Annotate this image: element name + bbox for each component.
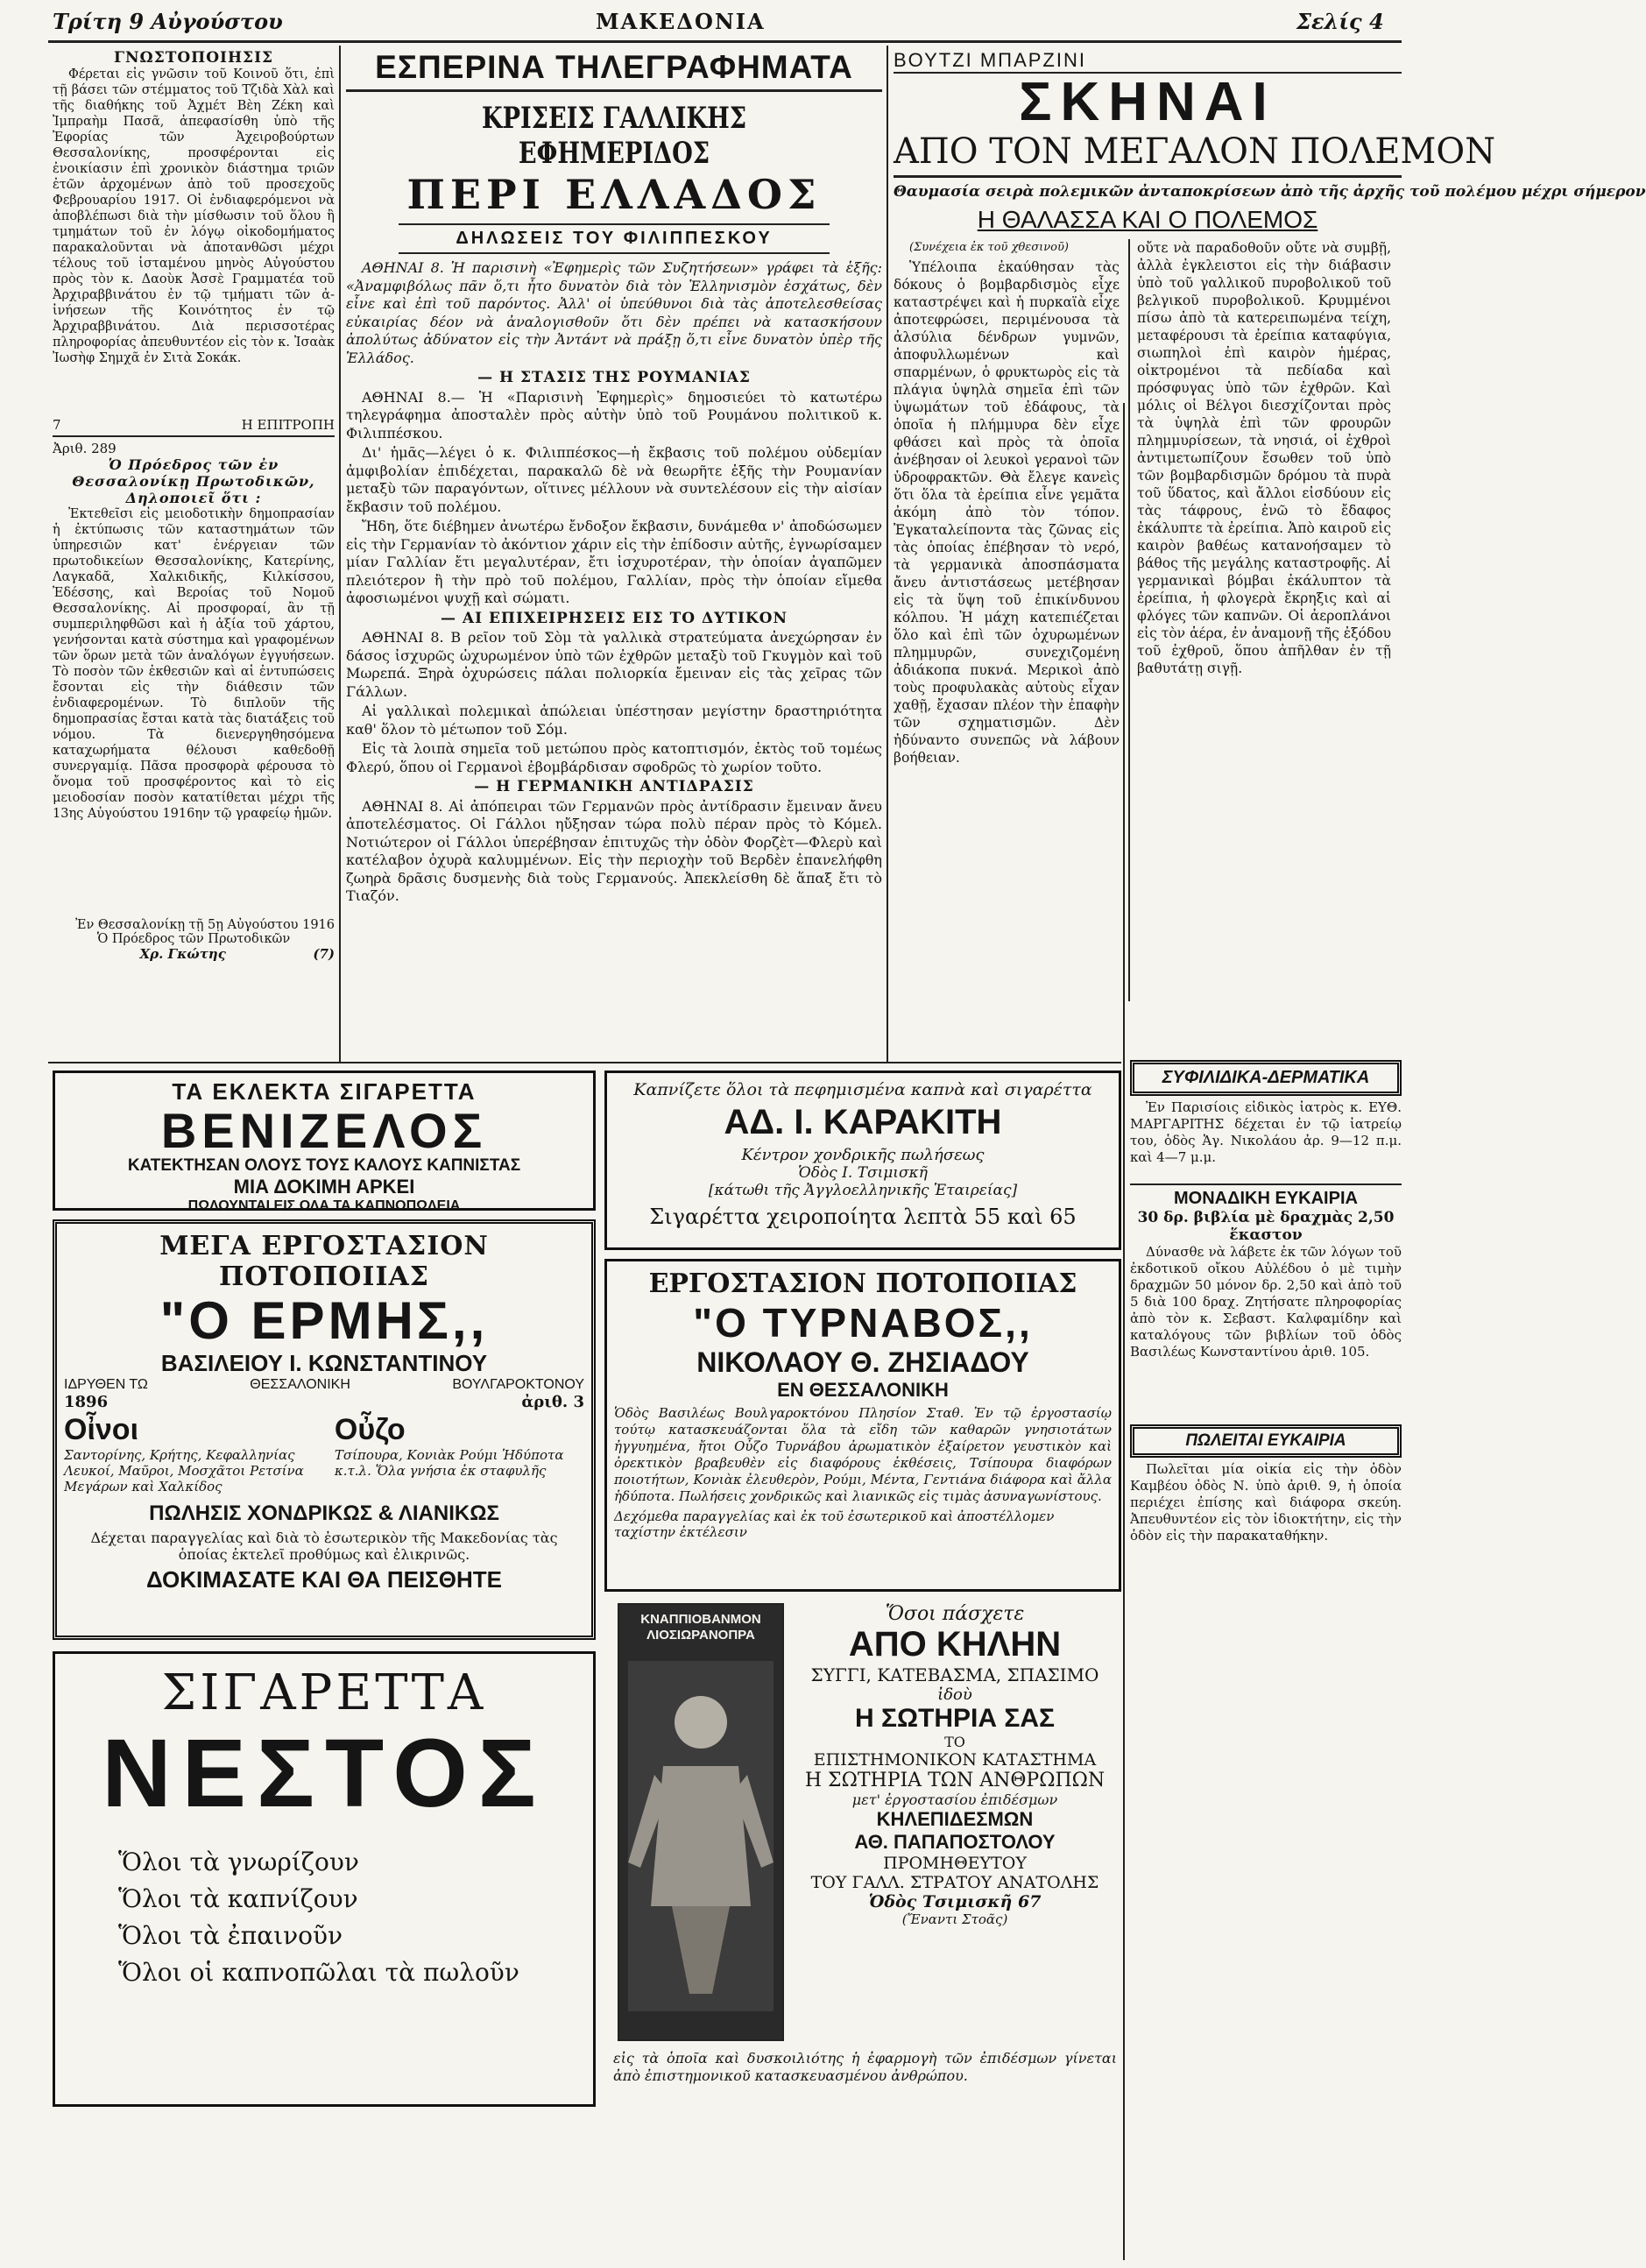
ad-tyrnavos-brand: "Ο ΤΥΡΝΑΒΟΣ,, <box>693 1300 1033 1346</box>
ad-nestos-l4: Ὅλοι οἱ καπνοπῶλαι τὰ πωλοῦν <box>118 1958 519 1987</box>
serial-subtitle: ΑΠΟ ΤΟΝ ΜΕΓΑΛΟΝ ΠΟΛΕΜΟΝ <box>894 131 1402 178</box>
ad-venizelos-line1: ΤΑ ΕΚΛΕΚΤΑ ΣΙΓΑΡΕΤΤΑ <box>172 1078 477 1105</box>
classified-title: ΣΥΦΙΛΙΔΙΚΑ-ΔΕΡΜΑΤΙΚΑ <box>1130 1060 1402 1096</box>
ad-cholera-line2: ΑΠΟ ΚΗΛΗΝ <box>848 1625 1062 1664</box>
ad-cholera-line9: μετ' ἐργοστασίου ἐπιδέσμων <box>851 1791 1058 1808</box>
ad-tyrnavos <box>604 1259 1121 1592</box>
notice2-num2: (7) <box>313 946 335 962</box>
classified-title3: ΠΩΛΕΙΤΑΙ ΕΥΚΑΙΡΙΑ <box>1130 1424 1402 1458</box>
telegram-p8: ΑΘΗΝΑΙ 8. Αἱ ἀπόπειραι τῶν Γερμανῶν πρὸς ἀντίδρασιν ἔμειναν ἄνευ ἀποτελέσματος. Οἱ Γάλλοι ηὔξησαν τώρα πολὺ πέραν πρὸς τὸ Κόμελ. Νοτιώτερον οἱ Γάλλοι ὑπερέβησαν ἐπιτυχῶς τὴν ὁδὸν Φορζὲτ—Φλερὺ καὶ κατέλαβον ὀχυρὰ καλυμμένων. Εἰς τὴν περιοχὴν τοῦ Βερδὲν ἐπανελήφθη ζωηρὰ δρᾶσις δυσμενὴς διὰ τοὺς Γερμανούς. Ἀπεκλείσθη δὲ ἅπαξ ἔτι τὸ Τιαζόν. <box>346 797 882 904</box>
ad-cholera <box>793 1603 1117 2041</box>
classified-text-p: Ἐν Παρισίοις εἰδικὸς ἰατρὸς κ. ΕΥΘ. ΜΑΡΓΑΡΙΤΗΣ δέχεται ἐν τῷ ἰατρείῳ του, ὁδὸς Ἁγ. Νικολάου ἀρ. 9—12 π.μ. καὶ 4—7 μ.μ. <box>1130 1099 1402 1165</box>
ad-karakitis-line2: Κέντρον χονδρικῆς πωλήσεως <box>741 1146 985 1164</box>
serial-blurb: Θαυμασία σειρὰ πολεμικῶν ἀνταποκρίσεων ἀπὸ τῆς ἀρχῆς τοῦ πολέμου μέχρι σήμερον <box>894 183 1646 201</box>
ad-karakitis-line1: Καπνίζετε ὅλοι τὰ πεφημισμένα καπνὰ καὶ σιγαρέττα <box>633 1080 1092 1099</box>
telegram-p6: Αἱ γαλλικαὶ πολεμικαὶ ἀπώλειαι ὑπέστησαν μεγίστην δραστηριότητα καθ' ὅλον τὸ μέτωπον τοῦ Σόμ. <box>346 703 882 738</box>
serial-col2 <box>1128 239 1391 1001</box>
ad-ermis-num: ἀριθ. 3 <box>521 1393 584 1411</box>
ad-poster-text <box>619 1605 782 1643</box>
telegram-p3: Δι' ἡμᾶς—λέγει ὁ κ. Φιλιππέσκος—ἡ ἔκβασις τοῦ πολέμου οὐδεμίαν ἀμφιβολίαν ἐπιδέχεται, παρακαλῶ δὲ νὰ θεωρῆτε ἐξῆς τὴν Ρουμανίαν μεταξὺ τῶν παραγόντων, οἵτινες μέλλουν νὰ συντελέσουν εἰς τὴν αἰσίαν ἔκβασιν τοῦ πολέμου. <box>346 444 882 515</box>
classifieds-column <box>1130 1060 1402 2260</box>
ad-tyrnavos-owner: ΝΙΚΟΛΑΟΥ Θ. ΖΗΣΙΑΔΟΥ <box>696 1346 1029 1378</box>
telegram-p5: ΑΘΗΝΑΙ 8. Β ρεῖον τοῦ Σὸμ τὰ γαλλικὰ στρατεύματα ἀνεχώρησαν ἐν δάσος ἰσχυρῶς ὠχυρωμένον ὑπὸ τῶν ἐχθρῶν μεταξὺ τοῦ Γκυγμὸν καὶ τοῦ Μωρεπά. Ξηρὰ ὀχυρώσεις πάλαι πολιορκία ἔμειναν εἰς τὰς χεῖρας τῶν Γάλλων. <box>346 629 882 700</box>
telegrams-headline1: ΚΡΙΣΕΙΣ ΓΑΛΛΙΚΗΣ ΕΦΗΜΕΡΙΔΟΣ <box>481 101 747 171</box>
notice-column <box>53 49 335 1056</box>
ad-cholera-line6: ΤΟ <box>944 1734 965 1750</box>
ad-ermis-brand: "Ο ΕΡΜΗΣ,, <box>159 1291 489 1350</box>
classified-text2 <box>1130 1244 1402 1419</box>
header-rule <box>48 40 1402 43</box>
ad-ermis-year: 1896 <box>64 1393 109 1411</box>
notice2-sign <box>53 946 335 962</box>
ad-ermis-line2: ΠΩΛΗΣΙΣ ΧΟΝΔΡΙΚΩΣ & ΛΙΑΝΙΚΩΣ <box>149 1501 499 1525</box>
ad-cholera-line4: ἰδοὺ <box>937 1685 972 1704</box>
serial-section: Η ΘΑΛΑΣΣΑ ΚΑΙ Ο ΠΟΛΕΜΟΣ <box>977 206 1318 233</box>
masthead: ΜΑΚΕΔΟΝΙΑ <box>596 9 766 34</box>
telegrams-headline3: ΔΗΛΩΣΕΙΣ ΤΟΥ ΦΙΛΙΠΠΕΣΚΟΥ <box>399 223 830 254</box>
ad-ermis-meta <box>64 1377 584 1393</box>
column-divider <box>339 46 341 1062</box>
notice-num: 7 <box>53 417 61 433</box>
ad-cholera-line11: ΑΘ. ΠΑΠΑΠΟΣΤΟΛΟΥ <box>854 1831 1056 1853</box>
ad-venizelos-line2: ΚΑΤΕΚΤΗΣΑΝ ΟΛΟΥΣ ΤΟΥΣ ΚΑΛΟΥΣ ΚΑΠΝΙΣΤΑΣ <box>127 1156 521 1175</box>
ad-karakitis-line3: Ὁδὸς Ι. Τσιμισκῆ <box>798 1164 928 1182</box>
ad-venizelos <box>53 1070 596 1211</box>
ad-ermis-owner: ΒΑΣΙΛΕΙΟΥ Ι. ΚΩΝΣΤΑΝΤΙΝΟΥ <box>160 1350 488 1376</box>
ad-karakitis-brand: ΑΔ. Ι. ΚΑΡΑΚΙΤΗ <box>724 1103 1002 1141</box>
serial-col1 <box>894 239 1120 1001</box>
classified-price: 30 δρ. βιβλία μὲ δραχμὰς 2,50 ἕκαστον <box>1137 1209 1395 1244</box>
ad-ermis-line1: ΜΕΓΑ ΕΡΓΟΣΤΑΣΙΟΝ ΠΟΤΟΠΟΙΙΑΣ <box>159 1231 489 1292</box>
classified-text <box>1130 1099 1402 1178</box>
ad-ermis-products <box>64 1413 584 1494</box>
classified-title2: ΜΟΝΑΔΙΚΗ ΕΥΚΑΙΡΙΑ <box>1130 1183 1402 1209</box>
ad-ermis-line3: Δέχεται παραγγελίας καὶ διὰ τὸ ἐσωτερικὸν τῆς Μακεδονίας τὰς ὁποίας ἐκτελεῖ προθύμως καὶ ἐλικρινῶς. <box>90 1530 558 1563</box>
ad-cholera-line10: ΚΗΛΕΠΙΔΕΣΜΩΝ <box>876 1808 1034 1830</box>
serial-col1-text: Ὑπέλοιπα ἐκαύθησαν τὰς δόκους ὁ βομβαρδισμὸς εἶχε καταστρέψει καὶ ἡ πυρκαϊὰ εἶχε ἀποτεφρώσει, περιμένουσα τὰ ἀλσύλια δένδρων γυμνῶν, ἀποφυλλωμένων καὶ σπαρμένων, ὁ φρυκτωρὸς εἰς τὰ πλάγια ὑψηλὰ σημεῖα ἐπὶ τῶν ὑψωμάτων τοῦ ἐδάφους, τὰ ὁποῖα ἡ πλήμμυρα δὲν εἶχε φθάσει καὶ πρὸς τὰ ὁποῖα ἀνέβησαν οἱ λευκοὶ γερανοὶ τῶν ὑδροφρακτῶν. Θὰ ἔλεγε κανεὶς ὅτι ὅλα τὰ ἐρείπια εἶνε γεμᾶτα ἀκόμη ἀπὸ τὸν τόπον. Ἐγκαταλείποντα τὰς ζῶνας εἰς τὰς ὁποίας ἐπέβησαν τὸ νερό, τὰ γερμανικὰ ἀποσπάσματα ἄνευ ἀντιστάσεως μετέβησαν εἰς τὰ ὕψη τοῦ ἐπικίνδυνου κόλπου. Ἡ μάχη κατεπιέζεται ὅλο καὶ ἐπὶ τῶν ὀχυρωμένων πλημμυρῶν, συνεχιζομένη ἀδιάκοπα πυκνά. Μερικοὶ ἀπὸ τοὺς προφυλακὰς αὐτοὺς εἶχαν χαθῇ, ἔχασαν πλέον τὴν ἐπαφὴν τῶν σχηματισμῶν. Δὲν ἠδύναντο συνεπῶς νὰ λάβουν βοήθειαν. <box>894 259 1120 766</box>
ad-ermis-ouzo-text: Τσίπουρα, Κονιὰκ Ρούμι Ἡδύποτα κ.τ.λ. Ὅλα γνήσια ἐκ σταφυλῆς <box>334 1447 564 1479</box>
serial-kicker: ΒΟΥΤΖΙ ΜΠΑΡΖΙΝΙ <box>894 49 1402 74</box>
telegram-p4: Ἤδη, ὅτε διέβημεν ἀνωτέρω ἔνδοξον ἔκβασιν, δυνάμεθα ν' ἀποδώσωμεν εἰς τὴν Γερμανίαν τὸ ἀκόντιον χάριν εἰς τὴν ἐπίδοσιν αὐτῆς, ἐγνωρίσαμεν μίαν Γαλλίαν ἔτι μεγαλυτέραν, ἔτι ἰσχυροτέραν, τὴν ὁποίαν ἀγαπῶμεν πλειότερον ἢ τὴν πρὸ τοῦ πολέμου, Γαλλίαν, πρὸς τὴν ὁποίαν εἴμεθα ἀφοσιωμένοι ψυχῇ καὶ σώματι. <box>346 518 882 606</box>
serial-col2-text: οὔτε νὰ παραδοθοῦν οὔτε νὰ συμβῇ, ἀλλὰ ἐγκλειστοι εἰς τὴν διάβασιν ὑπὸ τοῦ γαλλικοῦ πυροβολικοῦ τοῦ βελγικοῦ πυροβολικοῦ. Κρυμμένοι πίσω ἀπὸ τὰ κατερειπωμένα τείχη, μεταφέρουσι τὰ ἐρείπια καταφύγια, σιωπηλοὶ ἐπὶ καιρὸν ἡμέρας, οἰκτρομένοι τὰ πεδίαδα καὶ πρόσφυγας ὑπὸ τῶν ἐχθρῶν. Καὶ μόλις οἱ Βέλγοι διεσχίζονται πρὸς τὰ ὑψηλὰ ἐπὶ τῶν φρουρῶν πλημμυρίσεων, τὰ νησιά, οἱ ἐχθροὶ ἀντιμετωπίζουν ἔσωθεν τοῦ ὑπὸ τῶν βομβαρδισμῶν δρόμου τὰ πυρὰ τοῦ ὕδατος, καὶ ἄλλοι εἰσδύουν εἰς τὰς τάφρους, ἐνῶ τὸ ἔδαφος ἐκάλυπτε τὰ ἐρείπια. Ἀπὸ καιροῦ εἰς καιρὸν βαθέως κατανοήσαμεν τὸ βάθος τῆς μεγάλης καταστροφῆς. Αἱ γερμανικαὶ βόμβαι ἐκάλυπτον τὰ ἐρείπια, ἡ φλογερὰ ἔκρηξις καὶ αἱ φλόγες τῶν καπνῶν. Οἱ ἀεροπλάνοι εἰς τὸν ἀέρα, ἐν ἀναμονῇ τῆς ἐξόδου τοῦ ἐχθροῦ, ὅπου ἀπῆλθαν ἐν τῇ βαθυτάτῃ σιγῇ. <box>1137 240 1391 676</box>
telegram-sub3: — Η ΓΕΡΜΑΝΙΚΗ ΑΝΤΙΔΡΑΣΙΣ <box>474 778 754 795</box>
telegram-p7: Εἰς τὰ λοιπὰ σημεῖα τοῦ μετώπου πρὸς κατοπτισμόν, ἐκτὸς τοῦ τομέως Φλερύ, ὅπου οἱ Γερμανοὶ ἐβομβάρδισαν σφοδρῶς τὸ χωρίον τοῦτο. <box>346 740 882 775</box>
notice2-num: Ἀριθ. 289 <box>53 441 117 456</box>
notice2-text: Ἐκτεθεῖσι εἰς μειοδοτικὴν δημοπρασίαν ἡ ἐκτύπωσις τῶν καταστημάτων τῶν ὑπηρεσιῶν κατ' ἐνέργειαν τῶν πρωτοδικείων Θεσσαλονίκης, Κατερίνης, Λαγκαδᾶ, Χαλκιδικῆς, Κιλκίσσου, Ἐδέσσης, καὶ Βεροίας τοῦ Νομοῦ Θεσσαλονίκης. Αἱ προσφοραί, ἂν τῇ συμπεριληφθῶσι καὶ ἡ ἀξία τοῦ χάρτου, γενήσονται κατὰ σύστημα καὶ γραφομένων τῶν ὅρων μετὰ τῶν ἀναλόγων ἐγγυήσεων. Τὸ ποσὸν τῶν ἐκθεσιῶν καὶ αἱ ἐντυπώσεις ἔσονται εἰς τὴν διάθεσιν τῶν ἐνδιαφερομένων. Τὸ διπλοῦν τῆς δημοπρασίας ἔσται κατὰ τὰς διατάξεις τοῦ νόμου. Τὰ διενεργηθησόμενα καταχωρήματα θέλουσι καθεδοθῇ συνεργαμίᾳ. Πᾶσα προσφορὰ φέρουσα τὸ ὄνομα τοῦ προσφέροντος καὶ τὸ εἰς μειοδοσίαν ποσὸν κατατίθεται μέχρι τῆς 13ης Αὐγούστου 1916ην τῷ γραφείῳ ἡμῶν. <box>53 507 335 821</box>
telegrams-column <box>346 49 882 1056</box>
notice2-name: Χρ. Γκώτης <box>139 946 226 962</box>
ad-tyrnavos-line2: Δεχόμεθα παραγγελίας καὶ ἐκ τοῦ ἐσωτερικοῦ καὶ ἀποστέλλομεν ταχίστην ἐκτέλεσιν <box>614 1508 1055 1540</box>
telegrams-section-title: ΕΣΠΕΡΙΝΑ ΤΗΛΕΓΡΑΦΗΜΑΤΑ <box>346 49 882 92</box>
ad-venizelos-brand: ΒΕΝΙΖΕΛΟΣ <box>160 1103 488 1158</box>
telegram-sub2: — ΑΙ ΕΠΙΧΕΙΡΗΣΕΙΣ ΕΙΣ ΤΟ ΔΥΤΙΚΟΝ <box>440 609 788 627</box>
ad-nestos-lines <box>66 1844 583 1991</box>
ad-cholera-line3: ΣΥΓΓΙ, ΚΑΤΕΒΑΣΜΑ, ΣΠΑΣΙΜΟ <box>810 1664 1099 1685</box>
ad-cholera-line1: Ὅσοι πάσχετε <box>885 1603 1025 1625</box>
ad-cholera-line15: (Ἔναντι Στοᾶς) <box>901 1911 1008 1927</box>
ad-ermis-street: ΒΟΥΛΓΑΡΟΚΤΟΝΟΥ <box>452 1377 584 1392</box>
telegram-sub1: — Η ΣΤΑΣΙΣ ΤΗΣ ΡΟΥΜΑΝΙΑΣ <box>477 369 751 386</box>
ad-ermis <box>53 1219 596 1640</box>
ad-cholera-line12: ΠΡΟΜΗΘΕΥΤΟΥ <box>883 1854 1027 1873</box>
notice2-title: Ὁ Πρόεδρος τῶν ἐν Θεσσαλονίκῃ Πρωτοδικῶν, <box>72 456 315 490</box>
serial-body <box>894 239 1402 1001</box>
notice-signature: Η ΕΠΙΤΡΟΠΗ <box>241 417 335 433</box>
ad-cholera-line16: εἰς τὰ ὁποῖα καὶ δυσκοιλιότης ἡ ἐφαρμογὴ τῶν ἐπιδέσμων γίνεται ἀπὸ ἐπιστημονικοῦ κατασκευασμένου ἀνθρώπου. <box>613 2050 1117 2084</box>
ad-ermis-wine: Οἶνοι <box>64 1413 139 1446</box>
notice2-role: Ὁ Πρόεδρος τῶν Πρωτοδικῶν <box>96 932 291 946</box>
telegrams-headline2: ΠΕΡΙ ΕΛΛΑΔΟΣ <box>406 171 822 218</box>
ad-ermis-wine-text: Σαντορίνης, Κρήτης, Κεφαλληνίας Λευκοί, Μαῦροι, Μοσχᾶτοι Ρετσίνα Μεγάρων καὶ Χαλκίδος <box>64 1447 304 1494</box>
ad-venizelos-line3: ΜΙΑ ΔΟΚΙΜΗ ΑΡΚΕΙ <box>233 1176 415 1198</box>
serial-cont: (Συνέχεια ἐκ τοῦ χθεσινοῦ) <box>909 241 1069 254</box>
section-divider <box>48 1062 1121 1063</box>
telegrams-body <box>346 259 882 1039</box>
notice2-body <box>53 506 335 918</box>
ad-poster-l2: ΛΙΟΣΙΩΡΑΝΟΠΡΑ <box>646 1628 755 1643</box>
poster-figure-icon <box>619 1643 782 2029</box>
ad-ermis-founded: ΙΔΡΥΘΕΝ ΤΩ <box>64 1377 148 1392</box>
page-date: Τρίτη 9 Αὐγούστου <box>53 9 283 34</box>
telegram-p2: ΑΘΗΝΑΙ 8.— Ἡ «Παρισινὴ Ἐφημερὶς» δημοσιεύει τὸ κατωτέρω τηλεγράφημα ἀποσταλὲν πρὸς αὐτὴν ὑπὸ τοῦ Ρουμάνου πολιτικοῦ κ. Φιλιππέσκου. <box>346 388 882 442</box>
notice-body <box>53 67 335 417</box>
ad-nestos-brand: ΝΕΣΤΟΣ <box>102 1720 547 1827</box>
ad-karakitis <box>604 1070 1121 1250</box>
ad-karakitis-line4: [κάτωθι τῆς Ἀγγλοελληνικῆς Ἑταιρείας] <box>708 1182 1018 1199</box>
ad-poster-image <box>618 1603 784 2041</box>
notice2-subtitle: Δηλοποιεῖ ὅτι : <box>125 490 262 506</box>
ad-tyrnavos-text: Ὁδὸς Βασιλέως Βουλγαροκτόνου Πλησίον Σταθ. Ἐν τῷ ἐργοστασίῳ τούτῳ κατασκευάζονται ὅλα τὰ εἴδη τῶν καθαρῶν γνησιοτάτων ἠγγυημένα, ἤτοι Οὖζο Τυρνάβου ἀρωματικὸν ἐξαίρετον γευστικὸν καὶ ὀρεκτικὸν βραβευθὲν εἰς διαφόρους ἐκθέσεις, Τσίπουρα διαφόρων ποιοτήτων, Κονιὰκ ἐλευθερὸν, Ρούμι, Μέντα, Γεντιάνα διάφορα καὶ ἄλλα ἡδύποτα. Πωλήσεις χονδρικῶς καὶ λιανικῶς εἰς τιμὰς ἀσυναγωνίστους. <box>614 1405 1112 1504</box>
ad-tyrnavos-line1: ΕΡΓΟΣΤΑΣΙΟΝ ΠΟΤΟΠΟΙΙΑΣ <box>648 1268 1077 1299</box>
ad-cholera-line5: Η ΣΩΤΗΡΙΑ ΣΑΣ <box>854 1704 1056 1733</box>
ad-nestos <box>53 1651 596 2107</box>
classified-text2-p: Δύνασθε νὰ λάβετε ἐκ τῶν λόγων τοῦ ἐκδοτικοῦ οἴκου Αὐλέδου ὁ μὲ τιμὴν δραχμῶν 50 μόνον δρ. 2,50 καὶ ἀπὸ τοῦ 5 διὰ 100 δραχ. Ζητήσατε πληροφορίας ἀπὸ τὸν κ. Σεβαστ. Καλφαμίδην καὶ καταλόγους τῶν βιβλίων τοῦ ὁδὸς Βασιλέως Κωνσταντίνου ἀριθ. 105. <box>1130 1244 1402 1360</box>
notice-text: Φέρεται εἰς γνῶσιν τοῦ Κοινοῦ ὅτι, ἐπὶ τῇ βάσει τῶν στέμματος τοῦ Τζιδὰ Χὰλ καὶ τῆς διαθήκης τοῦ Ἀχμέτ Βὲη Ζέκη καὶ Ἰμπραὴμ Πασᾶ, ἀπεφασίσθη ὑπὸ τῆς Ἐφορίας τῶν Ἀχειροβούρτων Θεσσαλονίκης, προσφέρονται εἰς ἐνοικίασιν ἐπὶ χρονικὸν διάστημα τριῶν ἐτῶν ἀρχομένων ἀπὸ τοῦ προσεχοῦς Φεβρουαρίου 1917. Οἱ ἐνδιαφερόμενοι νὰ ἀποβλέπωσι διὰ τὴν μίσθωσιν τοῦ ὅλου ἢ τμημάτων τοῦ ἐν λόγῳ οἰκοδομήματος παρακαλοῦνται νὰ ἀποτανθῶσι μέχρι τέλους τοῦ ἰσταμένου μηνὸς Αὐγούστου πρὸς τὸν κ. Δαοὺκ Ἀσσὲ Γραμματέα τοῦ Ἀρχιραββινάτου ἐν τῷ τμήματι τῶν ἀ-ἰνήσεων τῆς Κοινότητος ἐν τῷ Ἀρχιραββινάτου. Διὰ περισσοτέρας πληροφορίας ἀπευθυντέον εἰς τὸν κ. Ἰσαὰκ Ἰωσὴφ Σημχᾶ ἐν Σιτὰ Σοκάκ. <box>53 67 335 365</box>
notice-title: ΓΝΩΣΤΟΠΟΙΗΣΙΣ <box>113 49 274 67</box>
ad-nestos-l2: Ὅλοι τὰ καπνίζουν <box>118 1884 358 1913</box>
ad-tyrnavos-city: ΕΝ ΘΕΣΣΑΛΟΝΙΚΗ <box>777 1379 949 1401</box>
ad-ermis-city: ΘΕΣΣΑΛΟΝΙΚΗ <box>250 1377 350 1392</box>
classified-text3-p: Πωλεῖται μία οἰκία εἰς τὴν ὁδὸν Καμβέου ὁδὸς Ν. ὑπὸ ἀριθ. 9, ἡ ὁποία περιέχει ἐπίσης καὶ διάφορα σκεύη. Ἀπευθυντέον εἰς τὸν ἰδιοκτήτην, εἰς τὴν ὁδὸν εἰς τὴν παρακαταθήκην. <box>1130 1461 1402 1544</box>
page-number: Σελίς 4 <box>1296 9 1384 34</box>
ad-nestos-line1: ΣΙΓΑΡΕΤΤΑ <box>161 1664 487 1721</box>
column-divider <box>887 46 888 1062</box>
ad-poster-l1: ΚΝΑΠΠΙΟΒΑΝΜΟΝ <box>640 1612 761 1627</box>
serial-column <box>894 49 1646 1056</box>
telegram-p1: ΑΘΗΝΑΙ 8. Ἡ παρισινὴ «Ἐφημερὶς τῶν Συζητήσεων» γράφει τὰ ἑξῆς: «Ἀναμφιβόλως πᾶν ὅ,τι ἦτο δυνατὸν διὰ τὸν Ἑλληνισμὸν ἐσχάτως, δὲν εἶνε καὶ ἐπὶ τοῦ παρόντος. Ἀλλ' οἱ ὑπεύθυνοι διὰ τὰς ἀποτελεσθείσας εὐκαιρίας δέον νὰ ἀναλογισθοῦν ὅτι δὲν πρέπει νὰ κατασκήσουν ἀπολύτως ἀδύνατον εἰς τὴν Ἀντάντ νὰ πράξῃ ὅ,τι εἶνε δυνατὸν ὑπὲρ τῆς Ἑλλάδος. <box>346 259 882 366</box>
classified-text3 <box>1130 1461 1402 1566</box>
ad-nestos-l3: Ὅλοι τὰ ἐπαινοῦν <box>118 1921 343 1950</box>
ad-cholera-line7: ΕΠΙΣΤΗΜΟΝΙΚΟΝ ΚΑΤΑΣΤΗΜΑ <box>813 1750 1097 1770</box>
ad-cholera-line13: ΤΟΥ ΓΑΛΛ. ΣΤΡΑΤΟΥ ΑΝΑΤΟΛΗΣ <box>810 1873 1099 1892</box>
notice-footer <box>53 417 335 437</box>
ad-cholera-line8: Η ΣΩΤΗΡΙΑ ΤΩΝ ΑΝΘΡΩΠΩΝ <box>804 1770 1106 1791</box>
notice2-dateline: Ἐν Θεσσαλονίκῃ τῇ 5ῃ Αὐγούστου 1916 <box>75 918 335 932</box>
ad-ermis-meta2 <box>64 1393 584 1411</box>
ad-ermis-ouzo: Οὖζο <box>334 1413 406 1446</box>
ad-cholera-line14: Ὁδὸς Τσιμισκῆ 67 <box>868 1892 1042 1911</box>
ad-venizelos-line4: ΠΩΛΟΥΝΤΑΙ ΕΙΣ ΟΛΑ ΤΑ ΚΑΠΝΟΠΩΛΕΙΑ <box>187 1198 461 1213</box>
ad-ermis-line4: ΔΟΚΙΜΑΣΑΤΕ ΚΑΙ ΘΑ ΠΕΙΣΘΗΤΕ <box>145 1566 502 1593</box>
ad-karakitis-line5: Σιγαρέττα χειροποίητα λεπτὰ 55 καὶ 65 <box>649 1205 1077 1229</box>
serial-title: ΣΚΗΝΑΙ <box>1019 72 1276 132</box>
ad-nestos-l1: Ὅλοι τὰ γνωρίζουν <box>118 1848 359 1876</box>
